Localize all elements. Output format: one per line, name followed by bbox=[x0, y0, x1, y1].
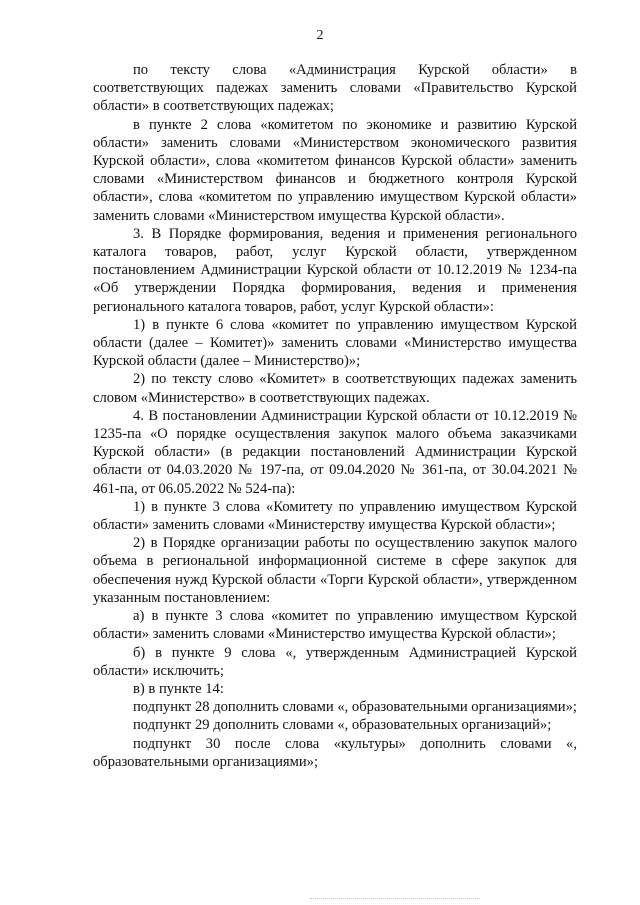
paragraph: подпункт 28 дополнить словами «, образовательными организациями»; bbox=[133, 699, 577, 716]
paragraph: 3. В Порядке формирования, ведения и применения регионального каталога товаров, работ, услуг Курской области, утвержденном постановлением Администрации Курской области от 10.12.2019 № 1234-па «Об утверждении Порядка формирования, ведения и применения регионального каталога товаров, работ, услуг Курской области»: bbox=[93, 225, 577, 315]
scan-edge-divider bbox=[310, 898, 480, 899]
paragraph: 1) в пункте 6 слова «комитет по управлению имуществом Курской области (далее – Комитет)» заменить словами «Министерство имущества Курской области (далее – Министерство)»; bbox=[93, 316, 577, 370]
paragraph: подпункт 30 после слова «культуры» дополнить словами «, образовательными организациями»; bbox=[93, 735, 577, 770]
paragraph: в) в пункте 14: bbox=[133, 680, 224, 697]
paragraph: б) в пункте 9 слова «, утвержденным Администрацией Курской области» исключить; bbox=[93, 644, 577, 679]
paragraph: подпункт 29 дополнить словами «, образовательных организаций»; bbox=[133, 717, 552, 734]
paragraph: 2) по тексту слово «Комитет» в соответствующих падежах заменить словом «Министерство» в соответствующих падежах. bbox=[93, 371, 577, 406]
paragraph: в пункте 2 слова «комитетом по экономике и развитию Курской области» заменить словами «Министерством экономического развития Курской области», слова «комитетом финансов Курской области» заменить словами «Министерством финансов и бюджетного контроля Курской области», слова «комитетом по управлению имуществом Курской области» заменить словами «Министерством имущества Курской области». bbox=[93, 116, 577, 224]
page-number: 2 bbox=[316, 28, 324, 43]
paragraph: 4. В постановлении Администрации Курской области от 10.12.2019 № 1235-па «О порядке осуществления закупок малого объема заказчиками Курской области» (в редакции постановлений Администрации Курской области от 04.03.2020 № 197-па, от 09.04.2020 № 361-па, от 30.04.2021 № 461-па, от 06.05.2022 № 524-па): bbox=[93, 407, 577, 497]
paragraph: по тексту слова «Администрация Курской области» в соответствующих падежах заменить словами «Правительство Курской области» в соответствующих падежах; bbox=[93, 62, 577, 115]
paragraph: 1) в пункте 3 слова «Комитету по управлению имуществом Курской области» заменить словами «Министерству имущества Курской области»; bbox=[93, 498, 577, 534]
paragraph: а) в пункте 3 слова «комитет по управлению имуществом Курской области» заменить словами «Министерство имущества Курской области»; bbox=[93, 608, 577, 643]
paragraph: 2) в Порядке организации работы по осуществлению закупок малого объема в региональной информационной системе в сфере закупок для обеспечения нужд Курской области «Торги Курской области», утвержденном указанным постановлением: bbox=[93, 535, 577, 606]
document-body bbox=[93, 61, 577, 771]
